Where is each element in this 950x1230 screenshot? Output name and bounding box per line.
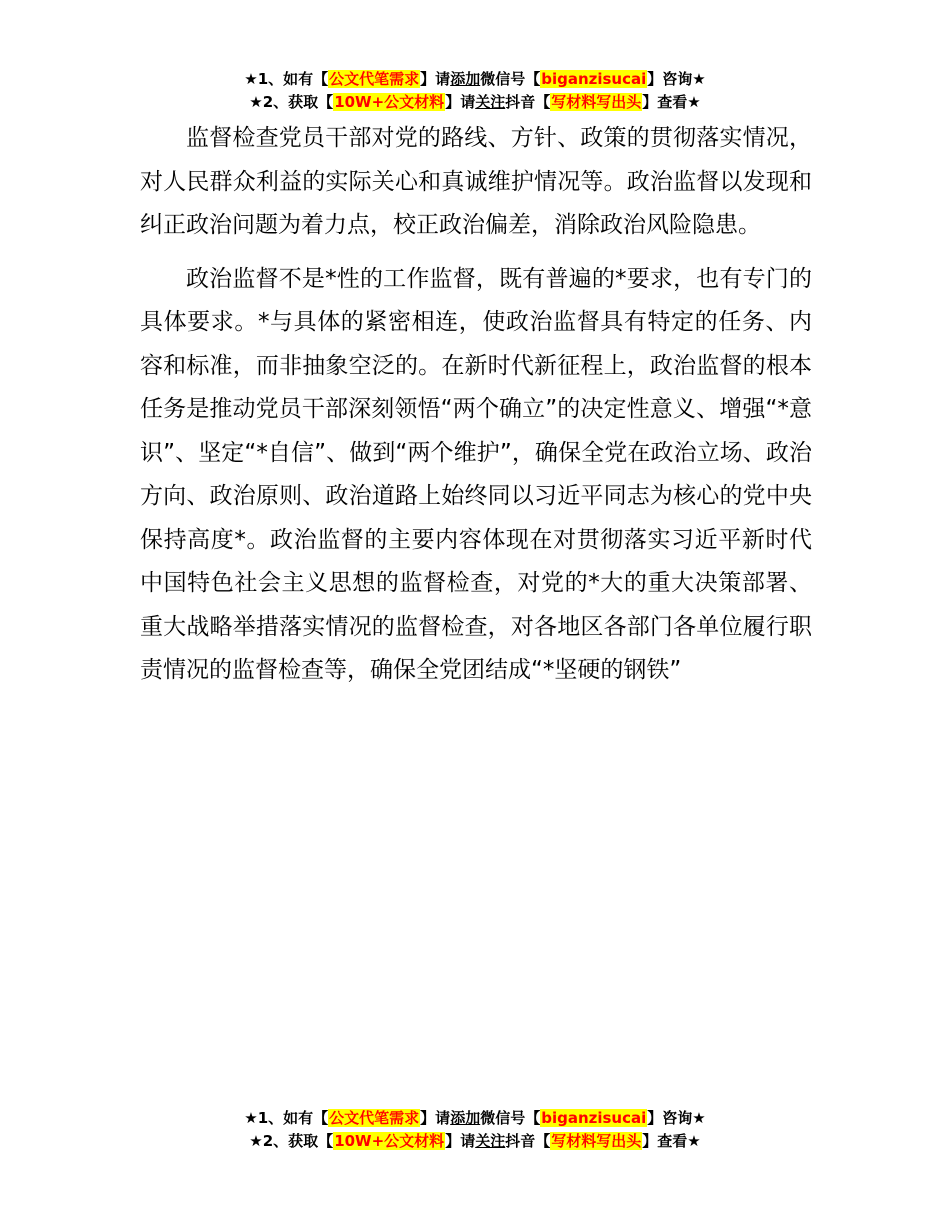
banner-line-1 xyxy=(0,1107,950,1130)
banner-text: 】咨询★ xyxy=(647,1109,706,1127)
banner-text: ★2、获取【 xyxy=(249,1132,334,1150)
highlight-service: 公文代笔需求 xyxy=(329,1109,420,1127)
highlight-materials: 10W+公文材料 xyxy=(334,93,445,111)
banner-text: 抖音【 xyxy=(505,93,551,111)
underlined-text: 关注 xyxy=(475,93,506,111)
banner-text: ★1、如有【 xyxy=(244,1109,329,1127)
highlight-service: 公文代笔需求 xyxy=(329,70,420,88)
banner-line-1 xyxy=(0,68,950,91)
banner-line-2 xyxy=(0,1130,950,1153)
banner-text: 】请 xyxy=(420,70,451,88)
banner-text: ★2、获取【 xyxy=(249,93,334,111)
banner-line-2 xyxy=(0,91,950,114)
document-body xyxy=(140,117,812,693)
highlight-douyin-account: 写材料写出头 xyxy=(551,93,642,111)
highlight-materials: 10W+公文材料 xyxy=(334,1132,445,1150)
footer-banner xyxy=(0,1107,950,1153)
highlight-wechat-id: biganzisucai xyxy=(541,1109,647,1127)
paragraph-1: 监督检查党员干部对党的路线、方针、政策的贯彻落实情况，对人民群众利益的实际关心和真诚维护情况等。政治监督以发现和纠正政治问题为着力点，校正政治偏差，消除政治风险隐患。 xyxy=(140,125,812,238)
banner-text: 微信号【 xyxy=(480,70,541,88)
underlined-text: 添加 xyxy=(450,1109,481,1127)
paragraph-2: 政治监督不是*性的工作监督，既有普遍的*要求，也有专门的具体要求。*与具体的紧密相连，使政治监督具有特定的任务、内容和标准，而非抽象空泛的。在新时代新征程上，政治监督的根本任务是推动党员干部深刻领悟“两个确立”的决定性意义、增强“*意识”、坚定“*自信”、做到“两个维护”，确保全党在政治立场、政治方向、政治原则、政治道路上始终同以习近平同志为核心的党中央保持高度*。政治监督的主要内容体现在对贯彻落实习近平新时代中国特色社会主义思想的监督检查，对党的*大的重大决策部署、重大战略举措落实情况的监督检查，对各地区各部门各单位履行职责情况的监督检查等，确保全党团结成“*坚硬的钢铁” xyxy=(140,265,812,683)
banner-text: 微信号【 xyxy=(480,1109,541,1127)
banner-text: 】请 xyxy=(420,1109,451,1127)
banner-text: 】请 xyxy=(445,93,476,111)
underlined-text: 添加 xyxy=(450,70,481,88)
banner-text: 】请 xyxy=(445,1132,476,1150)
banner-text: 】查看★ xyxy=(642,93,701,111)
banner-text: 】咨询★ xyxy=(647,70,706,88)
banner-text: 】查看★ xyxy=(642,1132,701,1150)
highlight-douyin-account: 写材料写出头 xyxy=(551,1132,642,1150)
header-banner xyxy=(0,68,950,114)
underlined-text: 关注 xyxy=(475,1132,506,1150)
highlight-wechat-id: biganzisucai xyxy=(541,70,647,88)
banner-text: ★1、如有【 xyxy=(244,70,329,88)
banner-text: 抖音【 xyxy=(505,1132,551,1150)
